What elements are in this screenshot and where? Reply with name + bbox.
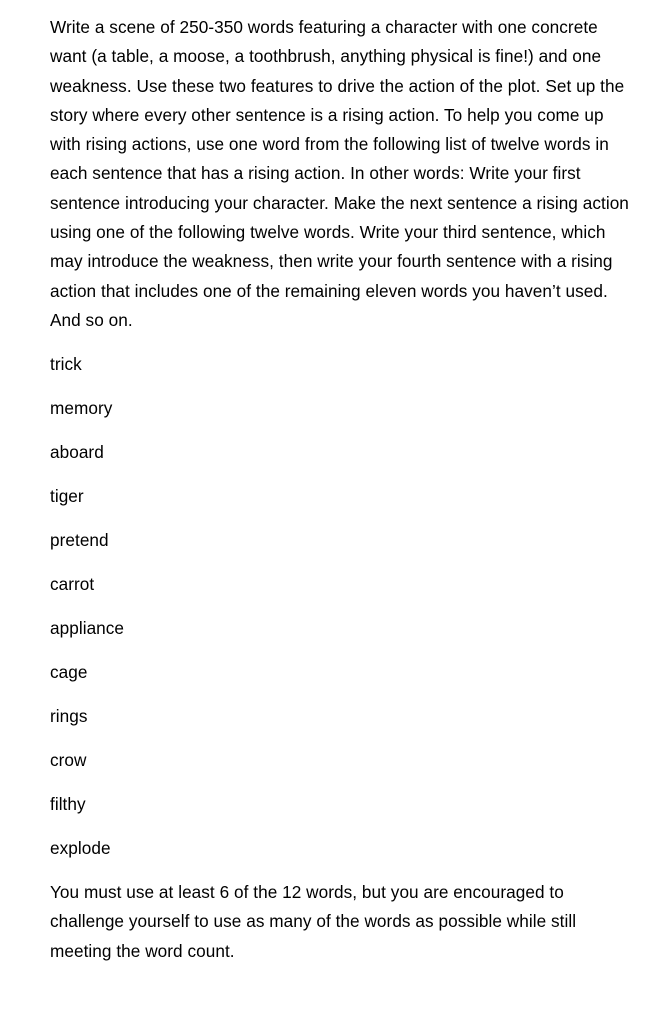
word-list-item: pretend	[50, 530, 109, 551]
word-list-item: explode	[50, 838, 111, 859]
word-list-item: aboard	[50, 442, 104, 463]
word-list-item: carrot	[50, 574, 95, 595]
word-list-item: tiger	[50, 486, 84, 507]
instructions-paragraph: Write a scene of 250-350 words featuring a character with one concrete want (a table, a moose, a toothbrush, anything physical is fine!) and one weakness. Use these two features to drive the action of the plot. Set up the story where every other sentence is a rising action. To help you come up with rising actions, use one word from the following list of twelve words in each sentence that has a rising action. In other words: Write your first sentence introducing your character. Make the next sentence a rising action using one of the following twelve words. Write your third sentence, which may introduce the weakness, then write your fourth sentence with a rising action that includes one of the remaining eleven words you haven’t used. And so on.	[50, 17, 629, 330]
word-list-item: cage	[50, 662, 88, 683]
word-list-item: rings	[50, 706, 88, 727]
word-list	[50, 350, 630, 863]
word-list-item: trick	[50, 354, 82, 375]
word-list-item: memory	[50, 398, 113, 419]
document-page	[50, 13, 630, 966]
word-list-item: filthy	[50, 794, 86, 815]
word-count-requirement-paragraph: You must use at least 6 of the 12 words, but you are encouraged to challenge yourself to use as many of the words as possible while still meeting the word count.	[50, 882, 577, 961]
word-list-item: appliance	[50, 618, 125, 639]
word-list-item: crow	[50, 750, 87, 771]
